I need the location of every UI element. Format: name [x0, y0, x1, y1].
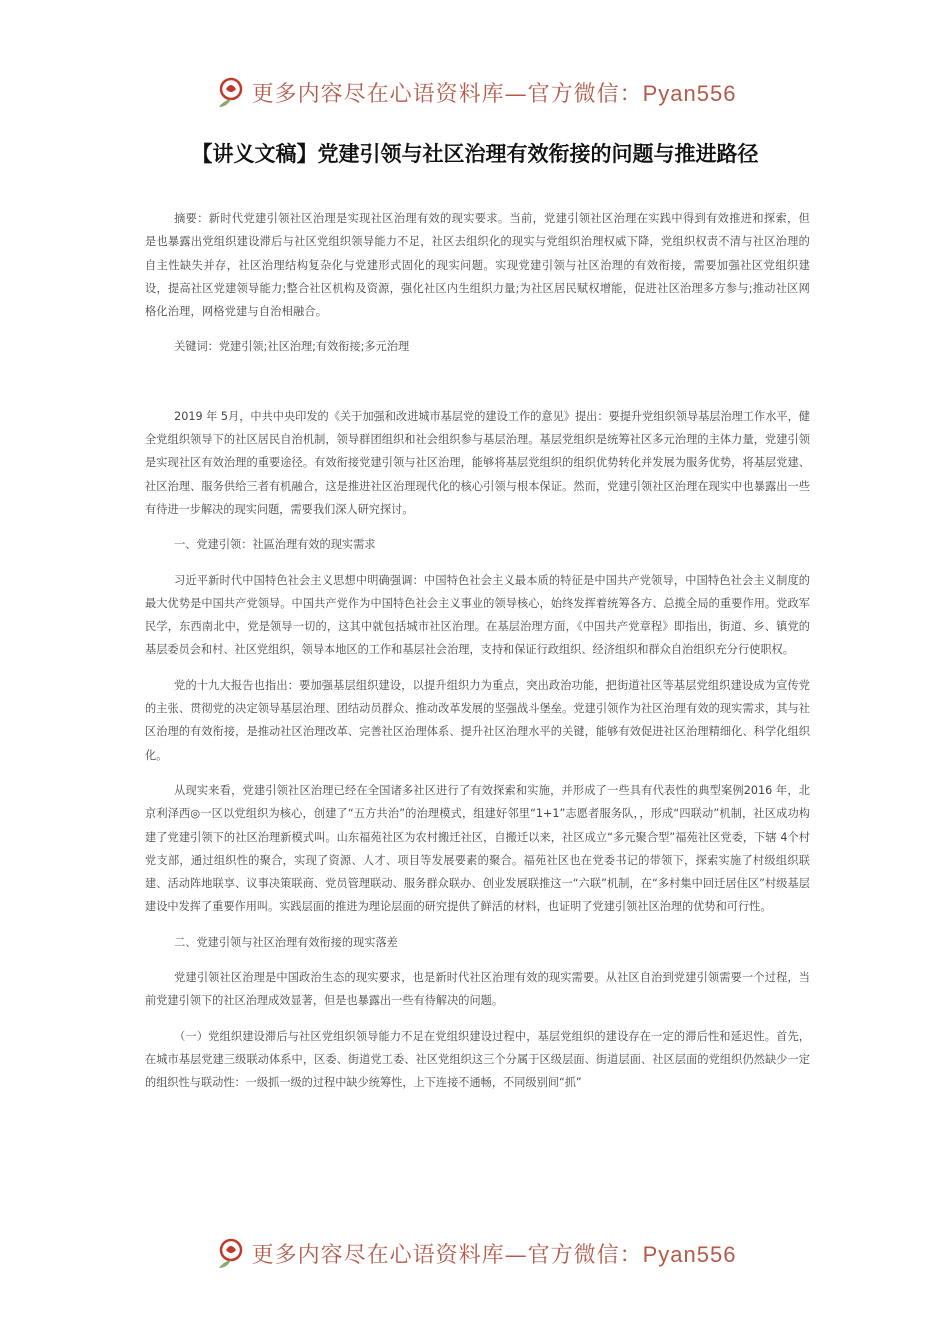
rose-leaf-icon	[214, 1236, 248, 1270]
banner-text-cn: 更多内容尽在心语资料库—官方微信：	[251, 81, 643, 107]
banner-wechat-id: Pyan556	[642, 80, 737, 106]
header-banner	[0, 72, 950, 112]
section-heading-1: 一、党建引领：社區治理有效的现实需求	[174, 538, 376, 552]
section-heading-2: 二、党建引领与社区治理有效衔接的现实落差	[174, 935, 398, 949]
body-paragraph: 2019 年 5月，中共中央印发的《关于加强和改进城市基层党的建设工作的意见》提出：要提升党组织领导基层治理工作水平，健全党组织领导下的社区居民自治机制，领导群团组织和社会组织参与基层治理。基层党组织是统筹社区多元治理的主体力量，党建引领是实现社区有效治理的重要途径。有效衔接党建引领与社区治理，能够将基层党组织的组织优势转化并发展为服务优势，将基层党建、社区治理、服务供给三者有机融合，这是推进社区治理现代化的核心引领与根本保证。然而，党建引领社区治理在现实中也暴露出一些有待进一步解决的现实问题，需要我们深人研究探讨。	[145, 409, 810, 516]
document-title: 【讲义文稿】党建引领与社区治理有效衔接的问题与推进路径	[191, 142, 759, 166]
keywords-paragraph: 关键词：党建引领;社区治理;有效衔接;多元治理	[174, 340, 410, 354]
abstract-section	[145, 207, 810, 323]
body-paragraph: （一）党组织建设滞后与社区党组织领导能力不足在党组织建设过程中，基层党组织的建设存在一定的滞后性和延迟性。首先，在城市基层党建三级联动体系中，区委、街道党工委、社区党组织这三个分属于区级层面、街道层面、社区层面的党组织仍然缺少一定的组织性与联动性：一级抓一级的过程中缺少统筹性，上下连接不通畅，不同级别间“抓”	[145, 1029, 810, 1090]
rose-leaf-icon	[214, 75, 248, 109]
document-body	[145, 207, 810, 1095]
body-paragraph: 党建引领社区治理是中国政治生态的现实要求，也是新时代社区治理有效的现实需要。从社区自治到党建引领需要一个过程，当前党建引领下的社区治理成效显著，但是也暴露出一些有待解决的问题。	[145, 971, 810, 1008]
body-paragraph: 习近平新时代中国特色社会主义思想中明确强调：中国特色社会主义最本质的特征是中国共产党领导，中国特色社会主义制度的最大优势是中国共产党领导。中国共产党作为中国特色社会主义事业的领导核心，始终发挥着统筹各方、总揽全局的重要作用。党政军民学，东西南北中，党是领导一切的，这其中就包括城市社区治理。在基层治理方面，《中国共产党章程》即指出，街道、乡、镇党的基层委员会和村、社区党组织，领导本地区的工作和基层社会治理，支持和保证行政组织、经济组织和群众自治组织充分行使职权。	[145, 573, 810, 657]
banner-text	[252, 1238, 737, 1269]
footer-banner	[0, 1233, 950, 1273]
body-paragraph: 从现实来看，党建引领社区治理已经在全国诸多社区进行了有效探索和实施，并形成了一些具有代表性的典型案例2016 年，北京利泽西◎一区以党组织为核心，创建了“五方共治”的治理模式，组建好邻里“1+1”志愿者服务队，，形成“四联动”机制，社区成功构建了党建引领下的社区治理新模式叫。山东福苑社区为农村搬迁社区，自搬迁以来，社区成立“多元聚合型”福苑社区党委，下辖 4个村党支部，通过组织性的聚合，实现了资源、人才、项目等发展要素的聚合。福苑社区也在党委书记的带领下，探索实施了村级组织联建、活动阵地联享、议事决策联商、党员管理联动、服务群众联办、创业发展联推这一“六联”机制，在“多村集中回迁居住区”村级基层建设中发挥了重要作用叫。实践层面的推进为理论层面的研究提供了鲜活的材料，也证明了党建引领社区治理的优势和可行性。	[145, 783, 810, 914]
banner-text-cn: 更多内容尽在心语资料库—官方微信：	[251, 1242, 643, 1268]
banner-wechat-id: Pyan556	[642, 1241, 737, 1267]
banner-text	[252, 77, 737, 108]
abstract-paragraph: 摘要：新时代党建引领社区治理是实现社区治理有效的现实要求。当前，党建引领社区治理在实践中得到有效推进和探索，但是也暴露出党组织建设滞后与社区党组织领导能力不足，社区去组织化的现实与党组织治理权威下降，党组织权责不清与社区治理的自主性缺失并存，社区治理结构复杂化与党建形式固化的现实问题。实现党建引领与社区治理的有效衔接，需要加强社区党组织建设，提高社区党建领导能力;整合社区机构及资源，强化社区内生组织力量;为社区居民赋权增能，促进社区治理多方参与;推动社区网格化治理，网格党建与自治相融合。	[145, 212, 810, 319]
body-paragraph: 党的十九大报告也指出：要加强基层组织建设，以提升组织力为重点，突出政治功能，把街道社区等基层党组织建设成为宣传党的主张、贯彻党的决定领导基层治理、团结动员群众、推动改革发展的坚强战斗堡垒。党建引领作为社区治理有效的现实需求，其与社区治理的有效衔接，是推动社区治理改革、完善社区治理体系、提升社区治理水平的关键，能够有效促进社区治理精细化、科学化组织化。	[145, 678, 810, 762]
